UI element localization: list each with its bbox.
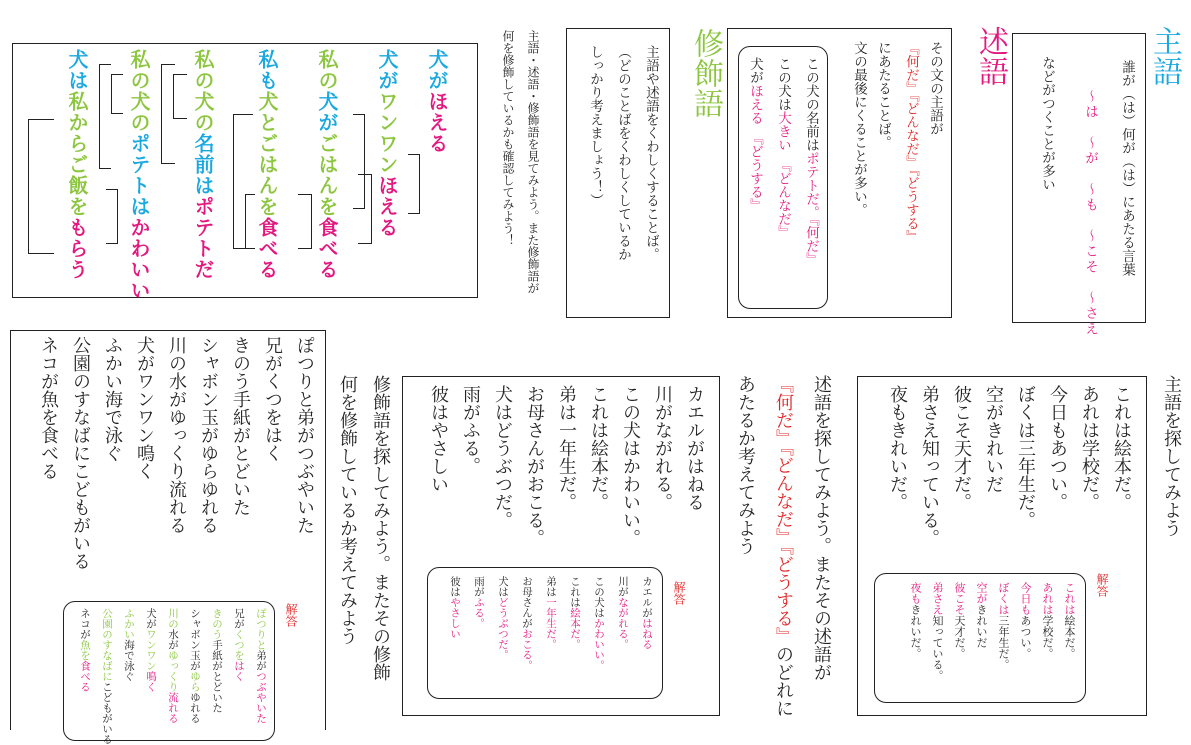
ex-jutsugo-sentence-4: これは絵本だ。: [588, 385, 609, 511]
ex-shugo-sentence-5: 空がきれいだ: [983, 385, 1004, 493]
ex-shushokugo-answer-9: ネコが魚を食べる: [79, 608, 91, 692]
ex-jutsugo-sentence-5: 弟は一年生だ。: [556, 385, 577, 511]
jutsugo-example-2: この犬は大きい 『どんなだ』: [775, 57, 791, 240]
ex-jutsugo-title3: あたるか考えてみよう: [735, 375, 756, 555]
ex-shushokugo-sentence-6: 犬がワンワン鳴く: [134, 336, 155, 480]
ex-jutsugo-sentence-3: この犬はかわいい。: [620, 385, 641, 547]
shushokugo-title: 修飾語: [688, 28, 723, 118]
ex-jutsugo-answer-label: 解答: [672, 581, 686, 605]
diagram-box: [12, 43, 478, 301]
ex-shushokugo-answer-3: きのう手紙がとどいた: [211, 608, 223, 713]
ex-jutsugo-sentence-1: カエルがはねる: [684, 385, 705, 511]
ex-shugo-answer-1: これは絵本だ。: [1063, 582, 1076, 659]
ex-shugo-answer-2: あれは学校だ。: [1041, 582, 1054, 659]
ex-shugo-sentence-7: 弟さえ知っている。: [919, 385, 940, 547]
diagram-sentence-1: 犬がほえる: [425, 49, 449, 154]
ex-shushokugo-answer-8: 公園のすなばにこどもがいる: [101, 608, 113, 745]
jutsugo-example-box: [738, 46, 828, 309]
ex-jutsugo-sentence-6: お母さんがおこる。: [524, 385, 545, 547]
ex-shugo-answer-4: ぼくは三年生だ。: [997, 582, 1010, 670]
ex-jutsugo-answer-2: 川がながれる。: [617, 576, 629, 650]
ex-jutsugo-answer-box: [427, 567, 663, 699]
ex-jutsugo-answer-4: これは絵本だ。: [569, 576, 581, 650]
ex-jutsugo-title2: 『何だ』『どんなだ』『どうする』のどれに: [773, 375, 794, 717]
ex-shushokugo-sentence-4: シャボン玉がゆらゆれる: [198, 336, 219, 534]
ex-jutsugo-sentence-8: 雨がふる。: [460, 385, 481, 475]
ex-shushokugo-title1: 修飾語を探してみよう。またその修飾: [370, 375, 391, 681]
jutsugo-example-3: 犬がほえる 『どうする』: [747, 57, 763, 213]
ex-jutsugo-answer-9: 彼はやさしい: [449, 576, 461, 639]
ex-shushokugo-sentence-9: ネコが魚を食べる: [38, 336, 59, 480]
ex-jutsugo-answer-1: カエルがはねる: [641, 576, 653, 650]
ex-shugo-answer-8: 夜もきれいだ。: [909, 582, 922, 659]
diagram-sentence-7: 犬は私からご飯をもらう: [65, 49, 89, 280]
jutsugo-line3: にあたることば。: [875, 41, 891, 149]
ex-shushokugo-sentence-7: ふかい海で泳ぐ: [102, 336, 123, 462]
shugo-line3: などがつくことが多い: [1039, 56, 1055, 191]
shushokugo-line3: しっかり考えましょう！）: [587, 45, 603, 207]
ex-shugo-answer-6: 彼こそ天才だ。: [953, 582, 966, 659]
ex-shugo-answer-5: 空がきれいだ: [975, 582, 988, 648]
ex-jutsugo-sentence-9: 彼はやさしい: [428, 385, 449, 493]
ex-shushokugo-answer-4: シャボン玉がゆらゆれる: [189, 608, 201, 724]
jutsugo-line4: 文の最後にくることが多い。: [851, 41, 867, 217]
shugo-title: 主語: [1147, 26, 1182, 86]
ex-shushokugo-sentence-8: 公園のすなばにこどもがいる: [70, 336, 91, 570]
ex-shugo-answer-3: 今日もあつい。: [1019, 582, 1032, 659]
jutsugo-line2: 『何だ』『どんなだ』『どうする』: [903, 41, 919, 244]
ex-shugo-sentence-1: これは絵本だ。: [1111, 385, 1132, 511]
ex-shushokugo-box: [10, 330, 326, 745]
ex-jutsugo-answer-5: 弟は一年生だ。: [545, 576, 557, 650]
ex-shushokugo-answer-6: 犬がワンワン鳴く: [145, 608, 157, 692]
ex-shushokugo-sentence-5: 川の水がゆっくり流れる: [166, 336, 187, 534]
ex-jutsugo-sentence-7: 犬はどうぶつだ。: [492, 385, 513, 529]
ex-shugo-answer-7: 弟さえ知っている。: [931, 582, 944, 681]
ex-shugo-sentence-2: あれは学校だ。: [1079, 385, 1100, 511]
ex-jutsugo-title1: 述語を探してみよう。またその述語が: [811, 375, 832, 681]
jutsugo-title: 述語: [973, 26, 1008, 86]
ex-jutsugo-sentence-2: 川がながれる。: [652, 385, 673, 511]
ex-shushokugo-title2: 何を修飾しているか考えてみよう: [337, 375, 358, 645]
ex-shushokugo-answer-5: 川の水がゆっくり流れる: [167, 608, 179, 724]
ex-shugo-box: [857, 376, 1147, 716]
ex-shugo-title: 主語を探してみよう: [1161, 375, 1182, 537]
shushokugo-line2: （どのことばをくわしくしているか: [615, 45, 631, 261]
shugo-box: [1012, 33, 1146, 337]
ex-shushokugo-answer-1: ぽつりと弟がつぶやいた: [255, 608, 267, 724]
shushokugo-line1: 主語や述語をくわしくすることば。: [643, 45, 659, 261]
ex-jutsugo-answer-8: 雨がふる。: [473, 576, 485, 629]
diagram-sentence-3: 私の犬がごはんを食べる: [315, 49, 339, 280]
shugo-particles: 〜は 〜が 〜も 〜こそ 〜さえ: [1082, 89, 1098, 337]
ex-shugo-sentence-3: 今日もあつい。: [1047, 385, 1068, 511]
shugo-line1: 誰が（は）何が（は）にあたる言葉: [1119, 60, 1135, 276]
ex-shugo-answer-label: 解答: [1095, 573, 1109, 597]
diagram-sentence-2: 犬がワンワンほえる: [375, 49, 399, 238]
ex-jutsugo-box: [402, 376, 720, 716]
jutsugo-example-1: この犬の名前はポテトだ。『何だ』: [803, 57, 819, 267]
diagram-sentence-4: 私も犬とごはんを食べる: [255, 49, 279, 280]
jutsugo-line1: その文の主語が: [927, 41, 943, 136]
ex-shushokugo-answer-2: 兄がくつをはく: [233, 608, 245, 682]
ex-shugo-answer-box: [874, 573, 1086, 703]
ex-jutsugo-answer-6: お母さんがおこる。: [521, 576, 533, 671]
ex-shushokugo-sentence-2: 兄がくつをはく: [262, 336, 283, 462]
ex-shugo-sentence-6: 彼こそ天才だ。: [951, 385, 972, 511]
ex-shushokugo-answer-7: ふかい海で泳ぐ: [123, 608, 135, 682]
ex-shushokugo-sentence-3: きのう手紙がとどいた: [230, 336, 251, 516]
ex-shushokugo-answer-box: [63, 601, 275, 745]
note-line2: 何を修飾しているかも確認してみよう！: [501, 30, 515, 246]
ex-shugo-sentence-8: 夜もきれいだ。: [887, 385, 908, 511]
jutsugo-box: [727, 28, 952, 318]
ex-jutsugo-answer-3: この犬はかわいい。: [593, 576, 605, 671]
note-line1: 主語・述語・修飾語を見てみよう。また修飾語が: [526, 30, 540, 294]
diagram-sentence-6: 私の犬のポテトはかわいい: [127, 49, 151, 301]
ex-jutsugo-answer-7: 犬はどうぶつだ。: [497, 576, 509, 660]
ex-shushokugo-answer-label: 解答: [284, 603, 298, 627]
ex-shugo-sentence-4: ぼくは三年生だ。: [1015, 385, 1036, 529]
diagram-sentence-5: 私の犬の名前はポテトだ: [191, 49, 215, 280]
shushokugo-box: [566, 28, 670, 318]
ex-shushokugo-sentence-1: ぽつりと弟がつぶやいた: [294, 336, 315, 534]
